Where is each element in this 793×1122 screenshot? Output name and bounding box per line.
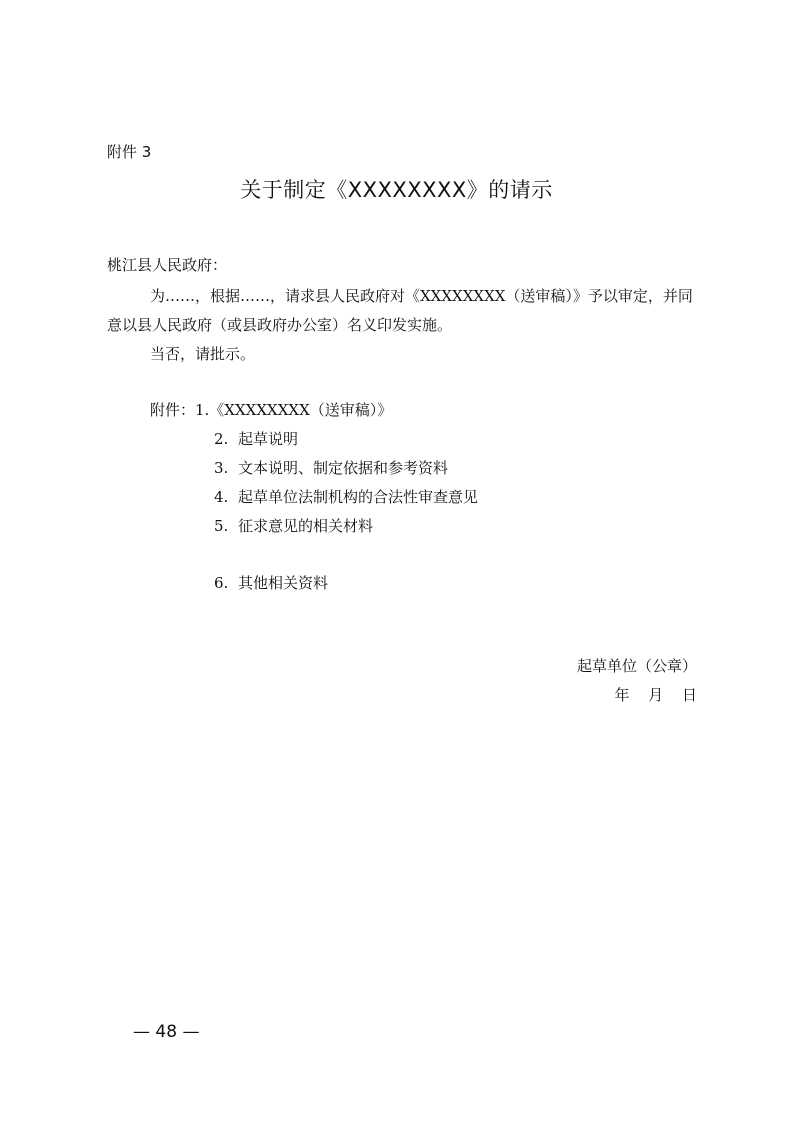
signature-date: 年 月 日 bbox=[614, 686, 697, 704]
addressee: 桃江县人民政府： bbox=[107, 256, 228, 274]
attachment-item bbox=[214, 457, 448, 478]
page-number: — 48 — bbox=[133, 1022, 200, 1042]
attachment-item bbox=[214, 486, 478, 507]
attachment-item-number: 2. bbox=[214, 430, 229, 448]
attachments-heading: 附件：1.《XXXXXXXX（送审稿）》 bbox=[150, 401, 393, 419]
attachment-item bbox=[214, 572, 328, 593]
attachment-item-text: 起草说明 bbox=[238, 430, 299, 448]
attachment-item-number: 6. bbox=[214, 574, 229, 592]
attachment-item-text: 起草单位法制机构的合法性审查意见 bbox=[238, 488, 479, 506]
attachment-item-number: 3. bbox=[214, 459, 229, 477]
body-paragraph-line-2: 意以县人民政府（或县政府办公室）名义印发实施。 bbox=[107, 316, 453, 334]
document-title: 关于制定《XXXXXXXX》的请示 bbox=[240, 178, 553, 202]
attachment-item-text: 文本说明、制定依据和参考资料 bbox=[238, 459, 449, 477]
attachment-label: 附件 3 bbox=[107, 143, 152, 161]
attachment-item-text: 其他相关资料 bbox=[238, 574, 329, 592]
body-paragraph-closing: 当否，请批示。 bbox=[150, 345, 256, 363]
attachment-item bbox=[214, 428, 298, 449]
body-paragraph-line-1: 为……，根据……，请求县人民政府对《XXXXXXXX（送审稿）》予以审定，并同 bbox=[150, 287, 693, 305]
drafting-unit-seal: 起草单位（公章） bbox=[576, 657, 697, 675]
attachment-item-number: 5. bbox=[214, 517, 229, 535]
attachment-item-text: 征求意见的相关材料 bbox=[238, 517, 374, 535]
attachment-item bbox=[214, 515, 373, 536]
attachment-item-number: 4. bbox=[214, 488, 229, 506]
